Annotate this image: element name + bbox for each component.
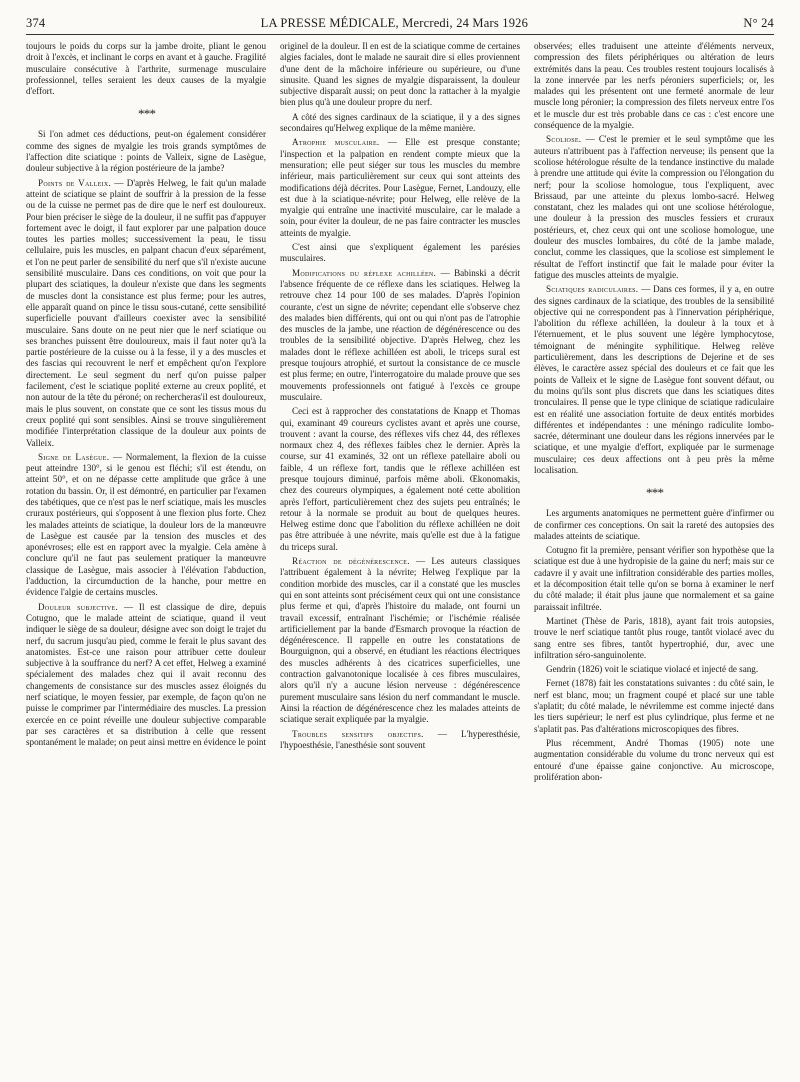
page-number: 374: [26, 16, 46, 30]
paragraph: Cotugno fit la première, pensant vérifier son hypothèse que la sciatique est due à une hydropisie de la gaine du nerf; mais sur ce cadavre il y avait une infiltration considérable des parties molles, et la décomposition était telle qu'on se borna à examiner le nerf du côté malade; il était plus jaune que normalement et sa gaine paraissait infiltrée.: [534, 545, 774, 612]
section-text: — Normalement, la flexion de la cuisse peut atteindre 130°, si le genou est fléchi; s'il est étendu, on atteint 50°, et on ne dépasse cette amplitude que grâce à une rotation du bassin. Or, il est démontré, en particulier par l'examen des tabétiques, que ce n'est pas le nerf sciatique, mais les muscles cruraux postérieurs, qui s'opposent à une flexion plus forte. Chez les malades atteints de sciatique, la douleur lors de la manœuvre de Lasègue est causée par la tension des muscles et des aponévroses; elle est en rapport avec la myalgie. Cela amène à conclure qu'il ne faut pas seulement pratiquer la manœuvre classique de Lasègue, mais associer à l'élévation l'abduction, l'adduction, la circumduction de la hanche, pour mettre en évidence l'algie de certains muscles.: [26, 451, 267, 598]
section-scoliose: [534, 134, 774, 281]
issue-number: N° 24: [743, 16, 774, 30]
section-text: — Les auteurs classiques l'attribuent également à la névrite; Helweg l'explique par la condition morbide des muscles, car il a constaté que les muscles qui en sont atteints sont précisément ceux qui ont une consistance plus ferme et qui, d'après l'histoire du malade, ont fourni un travail excessif, entraînant l'ischémie; or l'ischémie réalisée artificiellement par la bande d'Esmarch provoque la réaction de dégénérescence. Il rappelle en outre les constatations de Bourguignon, qui a observé, en étudiant les réactions électriques des muscles adhérents à des cicatrices superficielles, une contraction galvanotonique localisée à ces fibres musculaires, alors qu'il n'y a aucune lésion nerveuse : dégénérescence purement musculaire sans lésion du nerf commandant le muscle. Ainsi la réaction de dégénérescence chez les malades atteints de sciatique serait expliquée par la myalgie.: [280, 556, 520, 725]
section-heading: Signe de Lasègue.: [38, 451, 110, 462]
section-heading: Points de Valleix.: [38, 177, 112, 188]
column-middle: [280, 41, 520, 786]
section-sciatiques-radiculaires: [534, 284, 774, 476]
section-separator-stars: * * *: [646, 485, 662, 501]
section-douleur-subjective: [26, 602, 266, 749]
journal-title: LA PRESSE MÉDICALE, Mercredi, 24 Mars 1926: [260, 16, 529, 30]
section-reflexe-achilleen: [280, 268, 520, 404]
section-text: — D'après Helweg, le fait qu'un malade atteint de sciatique se plaint de souffrir à la pression de la fesse ou de la cuisse ne permet pas de dire que le nerf est douloureux. Pour bien préciser le siège de la douleur, il ne suffit pas d'appuyer fortement avec le doigt, il faut explorer par une palpation douce toutes les parties molles; successivement la peau, le tissu cellulaire, puis les muscles, en palpant chacun d'eux séparément, et l'on ne peut parler de sensibilité du nerf que s'il n'existe aucune sensibilité musculaire. Dans ces conditions, on voit que pour la plupart des sciatiques, la douleur n'existe que dans les segments de muscles dont la consistance est plus ferme; pour les autres, elle apparaît quand on pince le tissu sous-cutané, cette sensibilité superficielle pouvant d'ailleurs coexister avec la sensibilité musculaire. Sans doute on ne peut nier que le nerf sciatique ou ses branches puissent être douloureux, mais il faut noter qu'à la partie postérieure de la cuisse ou à la fesse, il y a des muscles et des fascias qui recouvrent le nerf et empêchent qu'on l'explore directement. Le seul segment du nerf qu'on puisse palper facilement, c'est le sciatique poplité externe au creux poplité, et non autour de la tête du péroné; on rechercheras'il est douloureux, mais le plus souvent, on constate que ce sont les tissus mous du creux poplité qui sont sensibles. Ainsi se trouve singulièrement modifiée l'interprétation classique de la douleur aux points de Valleix.: [26, 177, 266, 448]
paragraph: Si l'on admet ces déductions, peut-on également considérer comme des signes de myalgie les trois grands symptômes de l'affection dite sciatique : points de Valleix, signe de Lasègue, douleur subjective à la région postérieure de la jambe?: [26, 129, 266, 174]
section-heading: Troubles sensitifs objectifs.: [292, 728, 424, 739]
paragraph: Les arguments anatomiques ne permettent guère d'infirmer ou de confirmer ces conceptions. On sait la rareté des autopsies des malades atteints de sciatique.: [534, 508, 774, 541]
paragraph: toujours le poids du corps sur la jambe droite, pliant le genou droit à l'excès, et inclinant le corps en avant et à gauche. Fragilité musculaire consécutive à l'arthrite, surmenage musculaire professionnel, telles seraient les deux causes de la myalgie d'effort.: [26, 41, 266, 97]
section-atrophie: [280, 137, 520, 239]
section-text: — Il est classique de dire, depuis Cotugno, que le malade atteint de sciatique, quand il veut indiquer le siège de sa douleur, désigne avec son doigt le trajet du nerf, du sacrum jusqu'au pied, comme le ferait le plus savant des anatomistes. Est-ce une raison pour attribuer cette douleur subjective à la souffrance du nerf? A cet effet, Helweg a examiné spécialement des malades chez qui il avait reconnu des changements de consistance sur des muscles assez éloignés du nerf sciatique, le moyen fessier, par exemple, de façon qu'on ne puisse le comprimer par l'intermédiaire des muscles. La pression exercée en ce point réveille une douleur subjective comparable par ses caractères et sa distribution à celle que ressent spontanément le malade; on peut ainsi mettre en évidence le point: [26, 601, 266, 748]
section-text: — Elle est presque constante; l'inspection et la palpation en rendent compte mieux que la mensuration; elle peut siéger sur tous les muscles du membre inférieur, mais particulièrement sur ceux qui sont atteints des modifications déjà décrites. Pour Lasègue, Fernet, Landouzy, elle est due à la sciatique-névrite; pour Helweg, elle relève de la myalgie qui entraîne une inactivité musculaire, car le malade a soin, pour éviter la douleur, de ne pas faire contracter les muscles atteints de myalgie.: [280, 137, 520, 238]
paragraph: A côté des signes cardinaux de la sciatique, il y a des signes secondaires qu'Helweg explique de la même manière.: [280, 111, 520, 134]
section-heading: Scoliose.: [546, 134, 582, 145]
paragraph: Fernet (1878) fait les constatations suivantes : du côté sain, le nerf est blanc, mou; un fragment coupé et placé sur une table s'aplatit; du côté malade, le névrilemme est comme injecté dans les tiers supérieur; le nerf est plus cylindrique, plus ferme et ne s'aplatit pas. Pas d'altérations microscopiques des fibres.: [534, 678, 774, 734]
section-heading: Modifications du réflexe achilléen.: [292, 267, 437, 278]
section-text: — L'hyperesthésie, l'hypoesthésie, l'anesthésie sont souvent: [280, 728, 521, 750]
section-heading: Sciatiques radiculaires.: [546, 284, 639, 295]
section-text: — Babinski a décrit l'absence fréquente de ce réflexe dans les sciatiques. Helweg la retrouve chez 14 pour 100 de ses malades. D'après l'opinion courante, c'est un signe de névrite; cependant elle s'observe chez des malades bien différents, qui ont ou qui n'ont pas de l'atrophie des muscles de la jambe, une réaction de dégénérescence ou des troubles de la sensibilité objective. D'après Helweg, chez les malades dont le réflexe achilléen est aboli, le triceps sural est presque toujours atrophié, et surtout la consistance de ce muscle est plus ferme; en outre, l'interrogatoire du malade prouve que ses mouvements professionnels ont fatigué à l'excès ce groupe musculaire.: [280, 267, 520, 402]
text-columns: [26, 41, 774, 786]
section-valleix: [26, 178, 266, 449]
section-troubles-sensitifs: [280, 729, 520, 752]
section-heading: Réaction de dégénérescence.: [292, 556, 410, 567]
paragraph: Gendrin (1826) voit le sciatique violacé et injecté de sang.: [546, 664, 759, 675]
section-separator-stars: * * *: [138, 106, 154, 122]
section-heading: Douleur subjective.: [38, 601, 119, 612]
section-text: — Dans ces formes, il y a, en outre des signes cardinaux de la sciatique, des troubles de la sensibilité objective qui ne correspondent pas à l'innervation périphérique, l'abolition du réflexe achilléen, la douleur à la toux et à l'éternuement, et le plus souvent une légère lymphocytose, témoignant de méningite syphilitique. Helweg relève particulièrement, dans les descriptions de Dejerine et de ses élèves, le caractère assez spécial des douleurs et ce fait que les points de Valleix et le signe de Lasègue font souvent défaut, ou du moins qu'ils sont plus discrets que dans les sciatiques dites tronculaires. Il pense que le type clinique de sciatique radiculaire est en réalité une association fortuite de deux entités morbides différentes et indépendantes : une méningo radiculite lombo-sacrée, déterminant une douleur dans les régions innervées par le sciatique, et une myalgie d'effort, expliquée par le surmenage musculaire; ces deux affections ont à peu près la même localisation.: [534, 284, 774, 475]
section-degenerescence: [280, 556, 520, 725]
paragraph: C'est ainsi que s'expliquent également les parésies musculaires.: [280, 242, 520, 264]
column-left: [26, 41, 266, 786]
paragraph: Ceci est à rapprocher des constatations de Knapp et Thomas qui, examinant 49 coureurs cyclistes avant et après une course, trouvent : avant la course, des réflexes vifs chez 44, des réflexes normaux chez 4, des réflexes faibles chez le dernier. Après la course, sur 41 examinés, 32 ont un réflexe patellaire aboli ou faible, 4 un réflexe fort, tandis que le réflexe achilléen est presque toujours diminué, parfois même aboli. Œkonomakis, chez des coureurs olympiques, a également noté cette abolition après l'effort, particulièrement chez des sujets peu entraînés; le retour à la normale se produit au bout de quelques heures. Helweg estime donc que l'abolition du réflexe achilléen ne doit pas être attribuée à une névrite, mais qu'elle est due à la fatigue du triceps sural.: [280, 406, 520, 552]
paragraph: originel de la douleur. Il en est de la sciatique comme de certaines algies faciales, dont le malade ne saurait dire si elles proviennent d'une dent de la mâchoire inférieure ou supérieure, ou d'une sinusite. Quand les signes de myalgie disparaissent, la douleur subjective disparaît aussi; on peut donc la rattacher à la myalgie bien plus qu'à une douleur propre du nerf.: [280, 41, 520, 108]
section-heading: Atrophie musculaire.: [292, 137, 380, 148]
column-right: [534, 41, 774, 786]
section-lasegue: [26, 452, 266, 599]
page-header: [26, 16, 774, 35]
paragraph: Martinet (Thèse de Paris, 1818), ayant fait trois autopsies, trouve le nerf sciatique tantôt plus rouge, tantôt violacé avec du sang entre ses fibres, tantôt hypertrophié, dur, avec une infiltration séro-sanguinolente.: [534, 615, 774, 660]
paragraph: Plus récemment, André Thomas (1905) note une augmentation considérable du volume du tronc nerveux qui est entouré d'une épaisse gaine conjonctive. Au microscope, prolifération abon-: [534, 737, 774, 782]
section-text: — C'est le premier et le seul symptôme que les auteurs n'attribuent pas à l'affection nerveuse; ils pensent que la scoliose hétérologue résulte de la tendance instinctive du malade à prendre une attitude qui évite la compression ou l'élongation du nerf; pour la scoliose homologue, tous l'expliquent, avec Brissaud, par une atteinte du plexus lombo-sacré. Helweg constatant, chez les malades qui ont une scoliose hétérologue, une douleur à la pression des muscles fessiers et cruraux postérieurs, et, chez ceux qui ont une scoliose homologue, une douleur des muscles lombaires, du côté de la jambe malade, conclut, comme les classiques, que la scoliose est simplement le résultat de l'effort instinctif que fait le malade pour éviter la fatigue des muscles atteints de myalgie.: [534, 134, 774, 280]
paragraph: observées; elles traduisent une atteinte d'éléments nerveux, compression des filets périphériques ou altération de leurs extrémités dans la peau. Ces troubles restent toujours localisés à la zone innervée par les nerfs péroniers superficiels; or, les malades qui les présentent ont une fermeté anormale de leur muscle long péronier; la compression des filets nerveux entre l'os et le muscle dur est très probable dans ce cas : c'est encore une conséquence de la myalgie.: [534, 41, 774, 131]
